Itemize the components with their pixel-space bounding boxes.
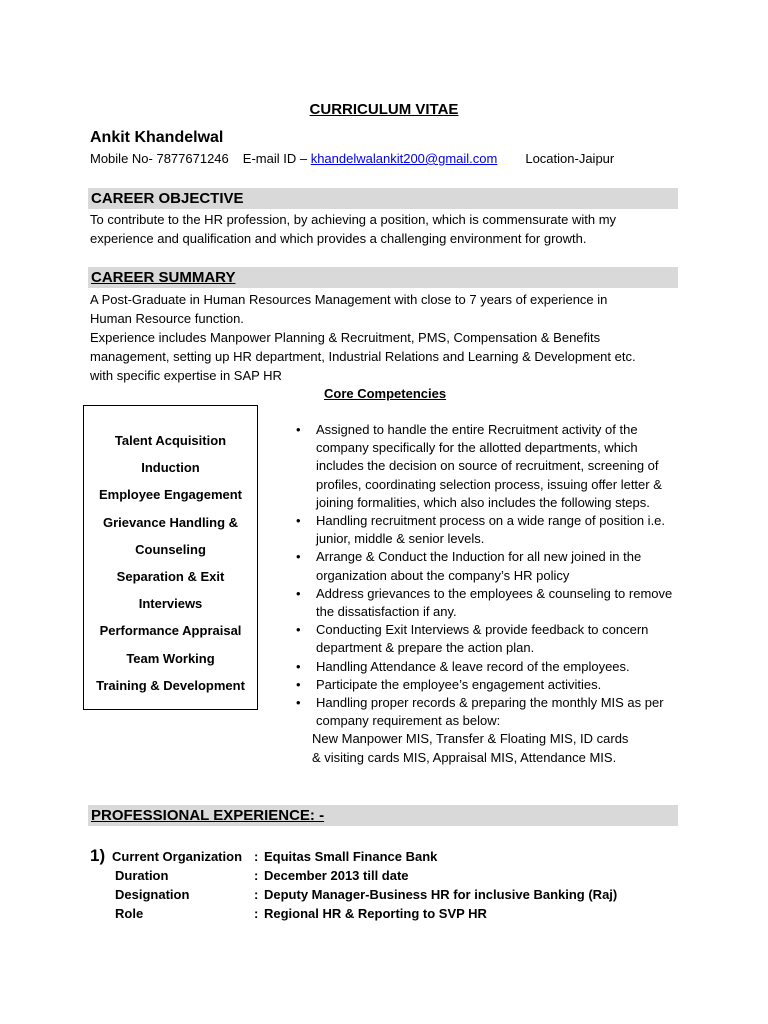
mobile-number: Mobile No- 7877671246 xyxy=(90,151,229,166)
summary-line: management, setting up HR department, Industrial Relations and Learning & Development etc. xyxy=(90,349,636,364)
responsibility-item: • Assigned to handle the entire Recruitment activity of the company specifically for the allotted departments, which includes the decision on source of recruitment, screening of profiles, coordinating selection process, issuing offer letter & joining formalities, which also includes the following steps. xyxy=(296,421,676,512)
row-key: Designation xyxy=(115,887,190,902)
email-label: E-mail ID – xyxy=(242,151,308,166)
row-key: Duration xyxy=(115,868,169,883)
row-colon: : xyxy=(254,849,259,864)
row-colon: : xyxy=(254,868,259,883)
summary-line: A Post-Graduate in Human Resources Management with close to 7 years of experience in xyxy=(90,292,608,307)
responsibilities-list xyxy=(296,421,676,767)
competencies-box xyxy=(83,405,258,710)
row-key: Role xyxy=(115,906,144,921)
career-objective-text xyxy=(90,210,678,248)
experience-number: 1) xyxy=(90,846,106,865)
competency-item: Employee Engagement xyxy=(98,487,243,503)
responsibility-item: • Handling recruitment process on a wide range of position i.e. junior, middle & senior levels. xyxy=(296,512,676,548)
professional-experience-header xyxy=(88,805,678,826)
email-link[interactable]: khandelwalankit200@gmail.com xyxy=(310,151,498,166)
row-value: December 2013 till date xyxy=(264,868,409,883)
row-value: Regional HR & Reporting to SVP HR xyxy=(264,906,487,921)
responsibility-item: • Arrange & Conduct the Induction for all new joined in the organization about the company’s HR policy xyxy=(296,548,676,584)
professional-experience-heading: PROFESSIONAL EXPERIENCE: - xyxy=(91,807,325,824)
career-objective-header xyxy=(88,188,678,209)
competency-item: Separation & Exit xyxy=(116,568,225,584)
competency-item: Induction xyxy=(141,460,200,476)
candidate-name: Ankit Khandelwal xyxy=(90,129,224,146)
row-value: Deputy Manager-Business HR for inclusive Banking (Raj) xyxy=(264,887,618,902)
mis-line: New Manpower MIS, Transfer & Floating MIS, ID cards xyxy=(312,731,629,747)
core-competencies-heading: Core Competencies xyxy=(324,386,447,401)
row-value: Equitas Small Finance Bank xyxy=(264,849,438,864)
summary-line: Experience includes Manpower Planning & Recruitment, PMS, Compensation & Benefits xyxy=(90,330,601,345)
competency-item: Grievance Handling & xyxy=(102,514,239,530)
location: Location-Jaipur xyxy=(525,151,615,166)
competency-item: Interviews xyxy=(138,596,203,612)
summary-line: with specific expertise in SAP HR xyxy=(90,368,282,383)
contact-line xyxy=(90,151,614,166)
career-summary-header xyxy=(88,267,678,288)
competency-item: Performance Appraisal xyxy=(99,623,242,639)
competency-item: Counseling xyxy=(135,541,206,557)
responsibility-item: • Handling Attendance & leave record of the employees. xyxy=(296,658,676,676)
career-summary-text xyxy=(90,290,678,385)
competency-item: Team Working xyxy=(126,650,215,666)
responsibility-item: • Address grievances to the employees & counseling to remove the dissatisfaction if any. xyxy=(296,585,676,621)
responsibility-item: • Conducting Exit Interviews & provide feedback to concern department & prepare the action plan. xyxy=(296,621,676,657)
row-colon: : xyxy=(254,906,259,921)
row-key: Current Organization xyxy=(112,849,243,864)
objective-line: To contribute to the HR profession, by achieving a position, which is commensurate with my xyxy=(90,212,617,227)
objective-line: experience and qualification and which provides a challenging environment for growth. xyxy=(90,231,587,246)
row-colon: : xyxy=(254,887,259,902)
career-summary-heading: CAREER SUMMARY xyxy=(91,269,236,286)
competency-item: Training & Development xyxy=(96,677,245,693)
mis-line: & visiting cards MIS, Appraisal MIS, Attendance MIS. xyxy=(312,749,617,765)
document-title: CURRICULUM VITAE xyxy=(309,101,459,118)
responsibility-item: • Handling proper records & preparing the monthly MIS as per company requirement as below: xyxy=(296,694,676,730)
competency-item: Talent Acquisition xyxy=(114,433,227,448)
responsibility-item: • Participate the employee’s engagement activities. xyxy=(296,676,676,694)
career-objective-heading: CAREER OBJECTIVE xyxy=(91,190,244,207)
summary-line: Human Resource function. xyxy=(90,311,244,326)
competencies-list xyxy=(84,430,257,702)
